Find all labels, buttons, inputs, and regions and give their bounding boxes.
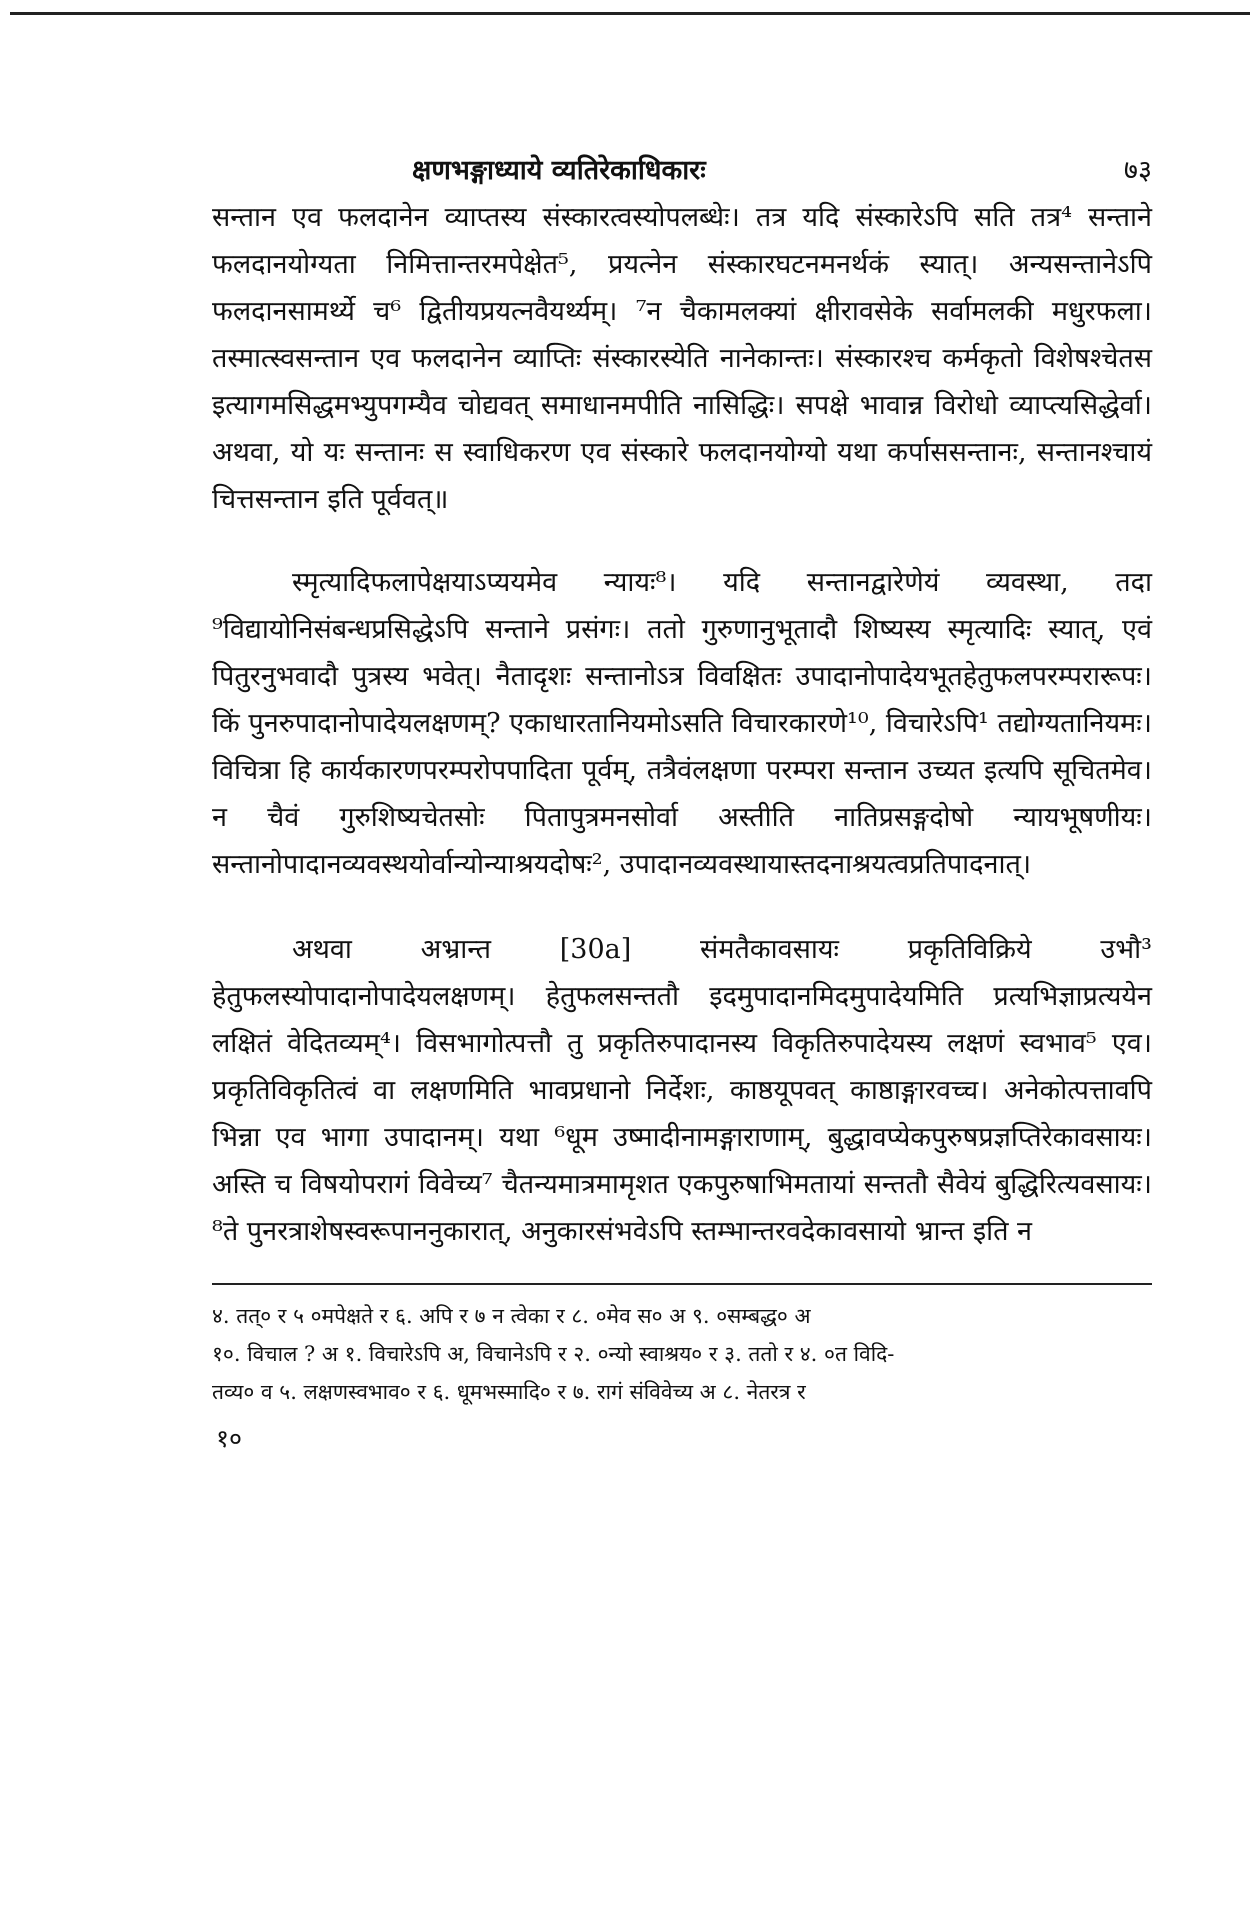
running-head <box>212 150 1152 194</box>
page-number: ७३ <box>1123 155 1152 186</box>
top-border-rule <box>10 12 1250 15</box>
paragraph-2: स्मृत्यादिफलापेक्षयाऽप्ययमेव न्यायः⁸। यदि सन्तानद्वारेणेयं व्यवस्था, तदा ⁹विद्यायोनिसंबन्धप्रसिद्धेऽपि सन्ताने प्रसंगः। ततो गुरुणानुभूतादौ शिष्यस्य स्मृत्यादिः स्यात्, एवं पितुरनुभवादौ पुत्रस्य भवेत्। नैतादृशः सन्तानोऽत्र विवक्षितः उपादानोपादेयभूतहेतुफलपरम्परारूपः। किं पुनरुपादानोपादेयलक्षणम्? एकाधारतानियमोऽसति विचारकारणे¹⁰, विचारेऽपि¹ तद्योग्यतानियमः। विचित्रा हि कार्यकारणपरम्परोपपादिता पूर्वम्, तत्रैवंलक्षणा परम्परा सन्तान उच्यत इत्यपि सूचितमेव। न चैवं गुरुशिष्यचेतसोः पितापुत्रमनसोर्वा अस्तीति नातिप्रसङ्गदोषो न्यायभूषणीयः। सन्तानोपादानव्यवस्थयोर्वान्योन्याश्रयदोषः², उपादानव्यवस्थायास्तदनाश्रयत्वप्रतिपादनात्। <box>212 567 1152 880</box>
footnote-divider <box>212 1283 1152 1285</box>
paragraph-3: अथवा अभ्रान्त [30a] संमतैकावसायः प्रकृतिविक्रिये उभौ³ हेतुफलस्योपादानोपादेयलक्षणम्। हेतुफलसन्ततौ इदमुपादानमिदमुपादेयमिति प्रत्यभिज्ञाप्रत्ययेन लक्षितं वेदितव्यम्⁴। विसभागोत्पत्तौ तु प्रकृतिरुपादानस्य विकृतिरुपादेयस्य लक्षणं स्वभाव⁵ एव। प्रकृतिविकृतित्वं वा लक्षणमिति भावप्रधानो निर्देशः, काष्ठयूपवत् काष्ठाङ्गारवच्च। अनेकोत्पत्तावपि भिन्ना एव भागा उपादानम्। यथा ⁶धूम उष्मादीनामङ्गाराणाम्, बुद्धावप्येकपुरुषप्रज्ञप्तिरेकावसायः। अस्ति च विषयोपरागं विवेच्य⁷ चैतन्यमात्रमामृशत एकपुरुषाभिमतायां सन्ततौ सैवेयं बुद्धिरित्यवसायः। ⁸ते पुनरत्राशेषस्वरूपाननुकारात्, अनुकारसंभवेऽपि स्तम्भान्तरवदेकावसायो भ्रान्त इति न <box>212 934 1152 1247</box>
paragraph-1: सन्तान एव फलदानेन व्याप्तस्य संस्कारत्वस्योपलब्धेः। तत्र यदि संस्कारेऽपि सति तत्र⁴ सन्ताने फलदानयोग्यता निमित्तान्तरमपेक्षेत⁵, प्रयत्नेन संस्कारघटनमनर्थकं स्यात्। अन्यसन्तानेऽपि फलदानसामर्थ्ये च⁶ द्वितीयप्रयत्नवैयर्थ्यम्। ⁷न चैकामलक्यां क्षीरावसेके सर्वामलकी मधुरफला। तस्मात्स्वसन्तान एव फलदानेन व्याप्तिः संस्कारस्येति नानेकान्तः। संस्कारश्च कर्मकृतो विशेषश्चेतस इत्यागमसिद्धमभ्युपगम्यैव चोद्यवत् समाधानमपीति नासिद्धिः। सपक्षे भावान्न विरोधो व्याप्त्यसिद्धेर्वा। अथवा, यो यः सन्तानः स स्वाधिकरण एव संस्कारे फलदानयोग्यो यथा कर्पाससन्तानः, सन्तानश्चायं चित्तसन्तान इति पूर्ववत्॥ <box>212 202 1152 515</box>
signature-mark: १० <box>216 1424 243 1453</box>
footnote-line: ४. तत्० र ५ ०मपेक्षते र ६. अपि र ७ न त्वेका र ८. ०मेव स० अ ९. ०सम्बद्ध० अ <box>212 1304 811 1328</box>
footnote-line: १०. विचाल ? अ १. विचारेऽपि अ, विचानेऽपि र २. ०न्यो स्वाश्रय० र ३. ततो र ४. ०त विदि- <box>212 1342 895 1366</box>
running-head-title: क्षणभङ्गाध्याये व्यतिरेकाधिकारः <box>412 155 706 186</box>
footnotes <box>212 1297 1152 1411</box>
book-page <box>212 150 1152 1455</box>
footnote-line: तव्य० व ५. लक्षणस्वभाव० र ६. धूमभस्मादि० र ७. रागं संविवेच्य अ ८. नेतरत्र र <box>212 1380 806 1404</box>
